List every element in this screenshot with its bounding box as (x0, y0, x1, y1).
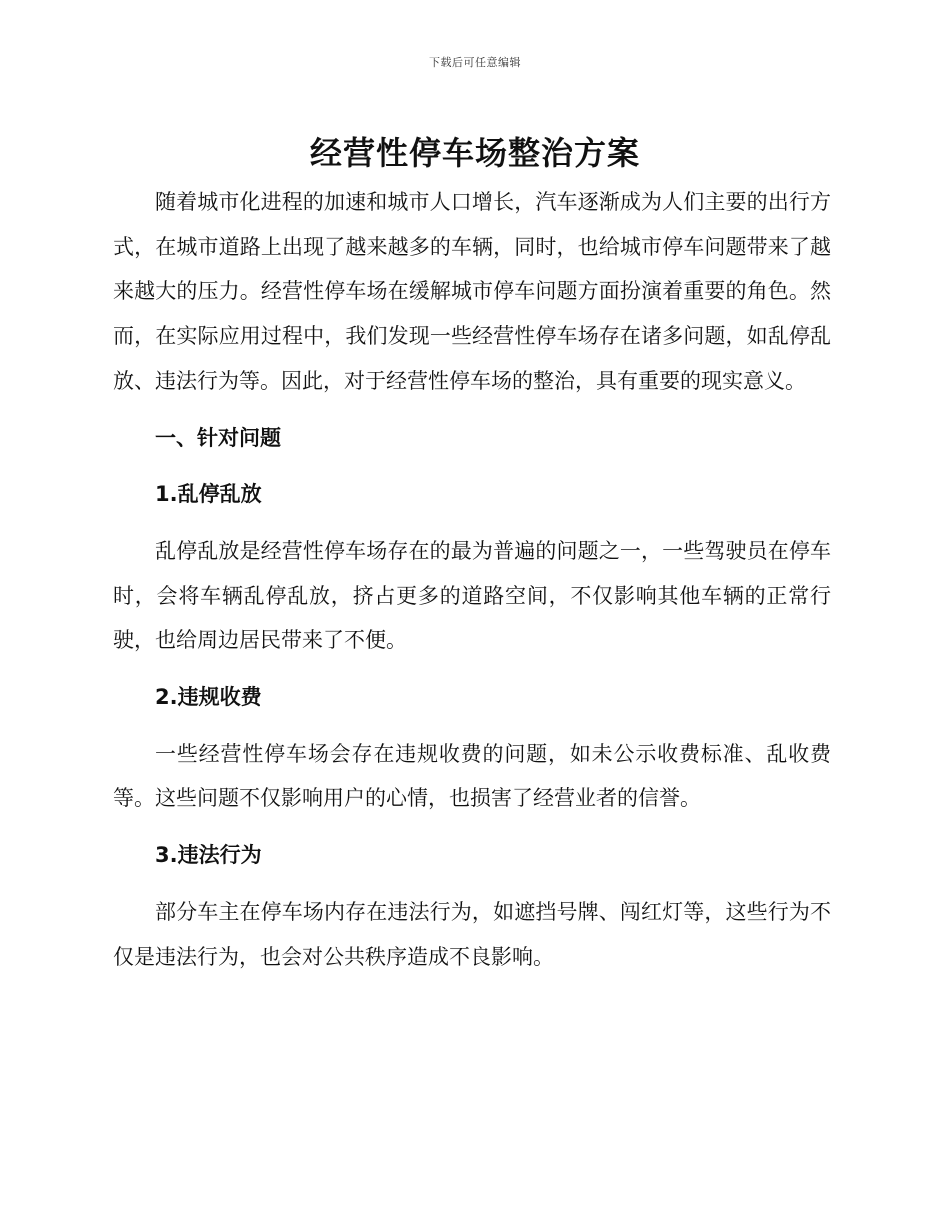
paragraph-random-parking: 乱停乱放是经营性停车场存在的最为普遍的问题之一，一些驾驶员在停车时，会将车辆乱停乱放，挤占更多的道路空间，不仅影响其他车辆的正常行驶，也给周边居民带来了不便。 (113, 538, 831, 653)
document-title: 经营性停车场整治方案 (309, 134, 640, 172)
subheading-illegal-acts: 3.违法行为 (155, 843, 262, 868)
subheading-random-parking: 1.乱停乱放 (155, 482, 262, 507)
intro-paragraph: 随着城市化进程的加速和城市人口增长，汽车逐渐成为人们主要的出行方式，在城市道路上出现了越来越多的车辆，同时，也给城市停车问题带来了越来越大的压力。经营性停车场在缓解城市停车问题方面扮演着重要的角色。然而，在实际应用过程中，我们发现一些经营性停车场存在诸多问题，如乱停乱放、违法行为等。因此，对于经营性停车场的整治，具有重要的现实意义。 (113, 190, 831, 393)
subheading-illegal-fees: 2.违规收费 (155, 685, 262, 710)
paragraph-illegal-fees: 一些经营性停车场会存在违规收费的问题，如未公示收费标准、乱收费等。这些问题不仅影响用户的心情，也损害了经营业者的信誉。 (113, 741, 831, 811)
paragraph-illegal-acts: 部分车主在停车场内存在违法行为，如遮挡号牌、闯红灯等，这些行为不仅是违法行为，也会对公共秩序造成不良影响。 (113, 899, 831, 969)
page-header-note: 下载后可任意编辑 (429, 56, 521, 69)
document-body (113, 180, 831, 979)
section-heading-problems: 一、针对问题 (155, 425, 281, 450)
